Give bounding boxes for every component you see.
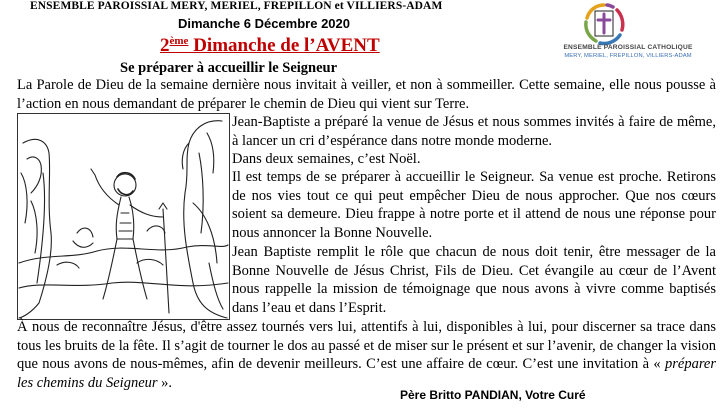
cross-emblem-icon — [581, 2, 627, 46]
closing-end: ». — [157, 374, 173, 391]
parish-header: ENSEMBLE PAROISSIAL MERY, MERIEL, FREPILLON et VILLIERS-ADAM — [30, 0, 443, 12]
page-title — [160, 35, 380, 57]
signature: Père Britto PANDIAN, Votre Curé — [400, 388, 586, 402]
paragraph-john-prepared: Jean-Baptiste a préparé la venue de Jésus et nous sommes invités à faire de même, à lancer un cri d’espérance dans notre monde moderne. — [232, 114, 716, 149]
closing-text: À nous de reconnaître Jésus, d'être assez tournés vers lui, attentifs à lui, disponibles à lui, pour discerner sa trace dans tous les bruits de la fête. Il s’agit de tourner le dos au passé et de miser sur le présent et sur l’avenir, de changer la vision que nous avons de nous-mêmes, afin de devenir meilleurs. C’est une affaire de cœur. C’est une invitation à « — [17, 319, 716, 372]
parish-logo — [533, 0, 723, 65]
logo-subtitle: MERY, MERIEL, FREPILLON, VILLIERS-ADAM — [564, 53, 692, 59]
paragraph-prepare-lord: Il est temps de se préparer à accueillir le Seigneur. Sa venue est proche. Retirons de nos vies tout ce qui peut empêcher Dieu de nous approcher. Que nos cœurs soient sa demeure. Dieu frappe à notre porte et il attend de nous une réponse pour nous annoncer la Bonne Nouvelle. — [232, 169, 716, 241]
title-number: 2 — [160, 35, 170, 56]
paragraph-john-role: Jean Baptiste remplit le rôle que chacun de nous doit tenir, être messager de la Bonne Nouvelle de Jésus Christ, Fils de Dieu. Cet évangile au cœur de l’Avent nous rappelle la mission de témoignage que nous avons à vivre comme baptisés dans l’eau et dans l’Esprit. — [232, 244, 716, 316]
paragraph-christmas: Dans deux semaines, c’est Noël. — [232, 151, 421, 167]
john-the-baptist-preaching-illustration — [17, 113, 230, 320]
subtitle: Se préparer à accueillir le Seigneur — [120, 60, 338, 76]
closing-paragraph — [17, 318, 716, 392]
intro-paragraph: La Parole de Dieu de la semaine dernière nous invitait à veiller, et non à sommeiller. Cette semaine, elle nous pousse à l’action en nous demandant de préparer le chemin de Dieu qui vient sur Terre. — [17, 77, 716, 112]
title-ordinal: ème — [169, 35, 189, 47]
date-line: Dimanche 6 Décembre 2020 — [178, 16, 350, 31]
logo-title: ENSEMBLE PAROISSIAL CATHOLIQUE — [563, 44, 693, 51]
title-text: Dimanche de l’AVENT — [188, 35, 380, 56]
closing-quote: préparer les chemins du Seigneur — [17, 356, 716, 391]
